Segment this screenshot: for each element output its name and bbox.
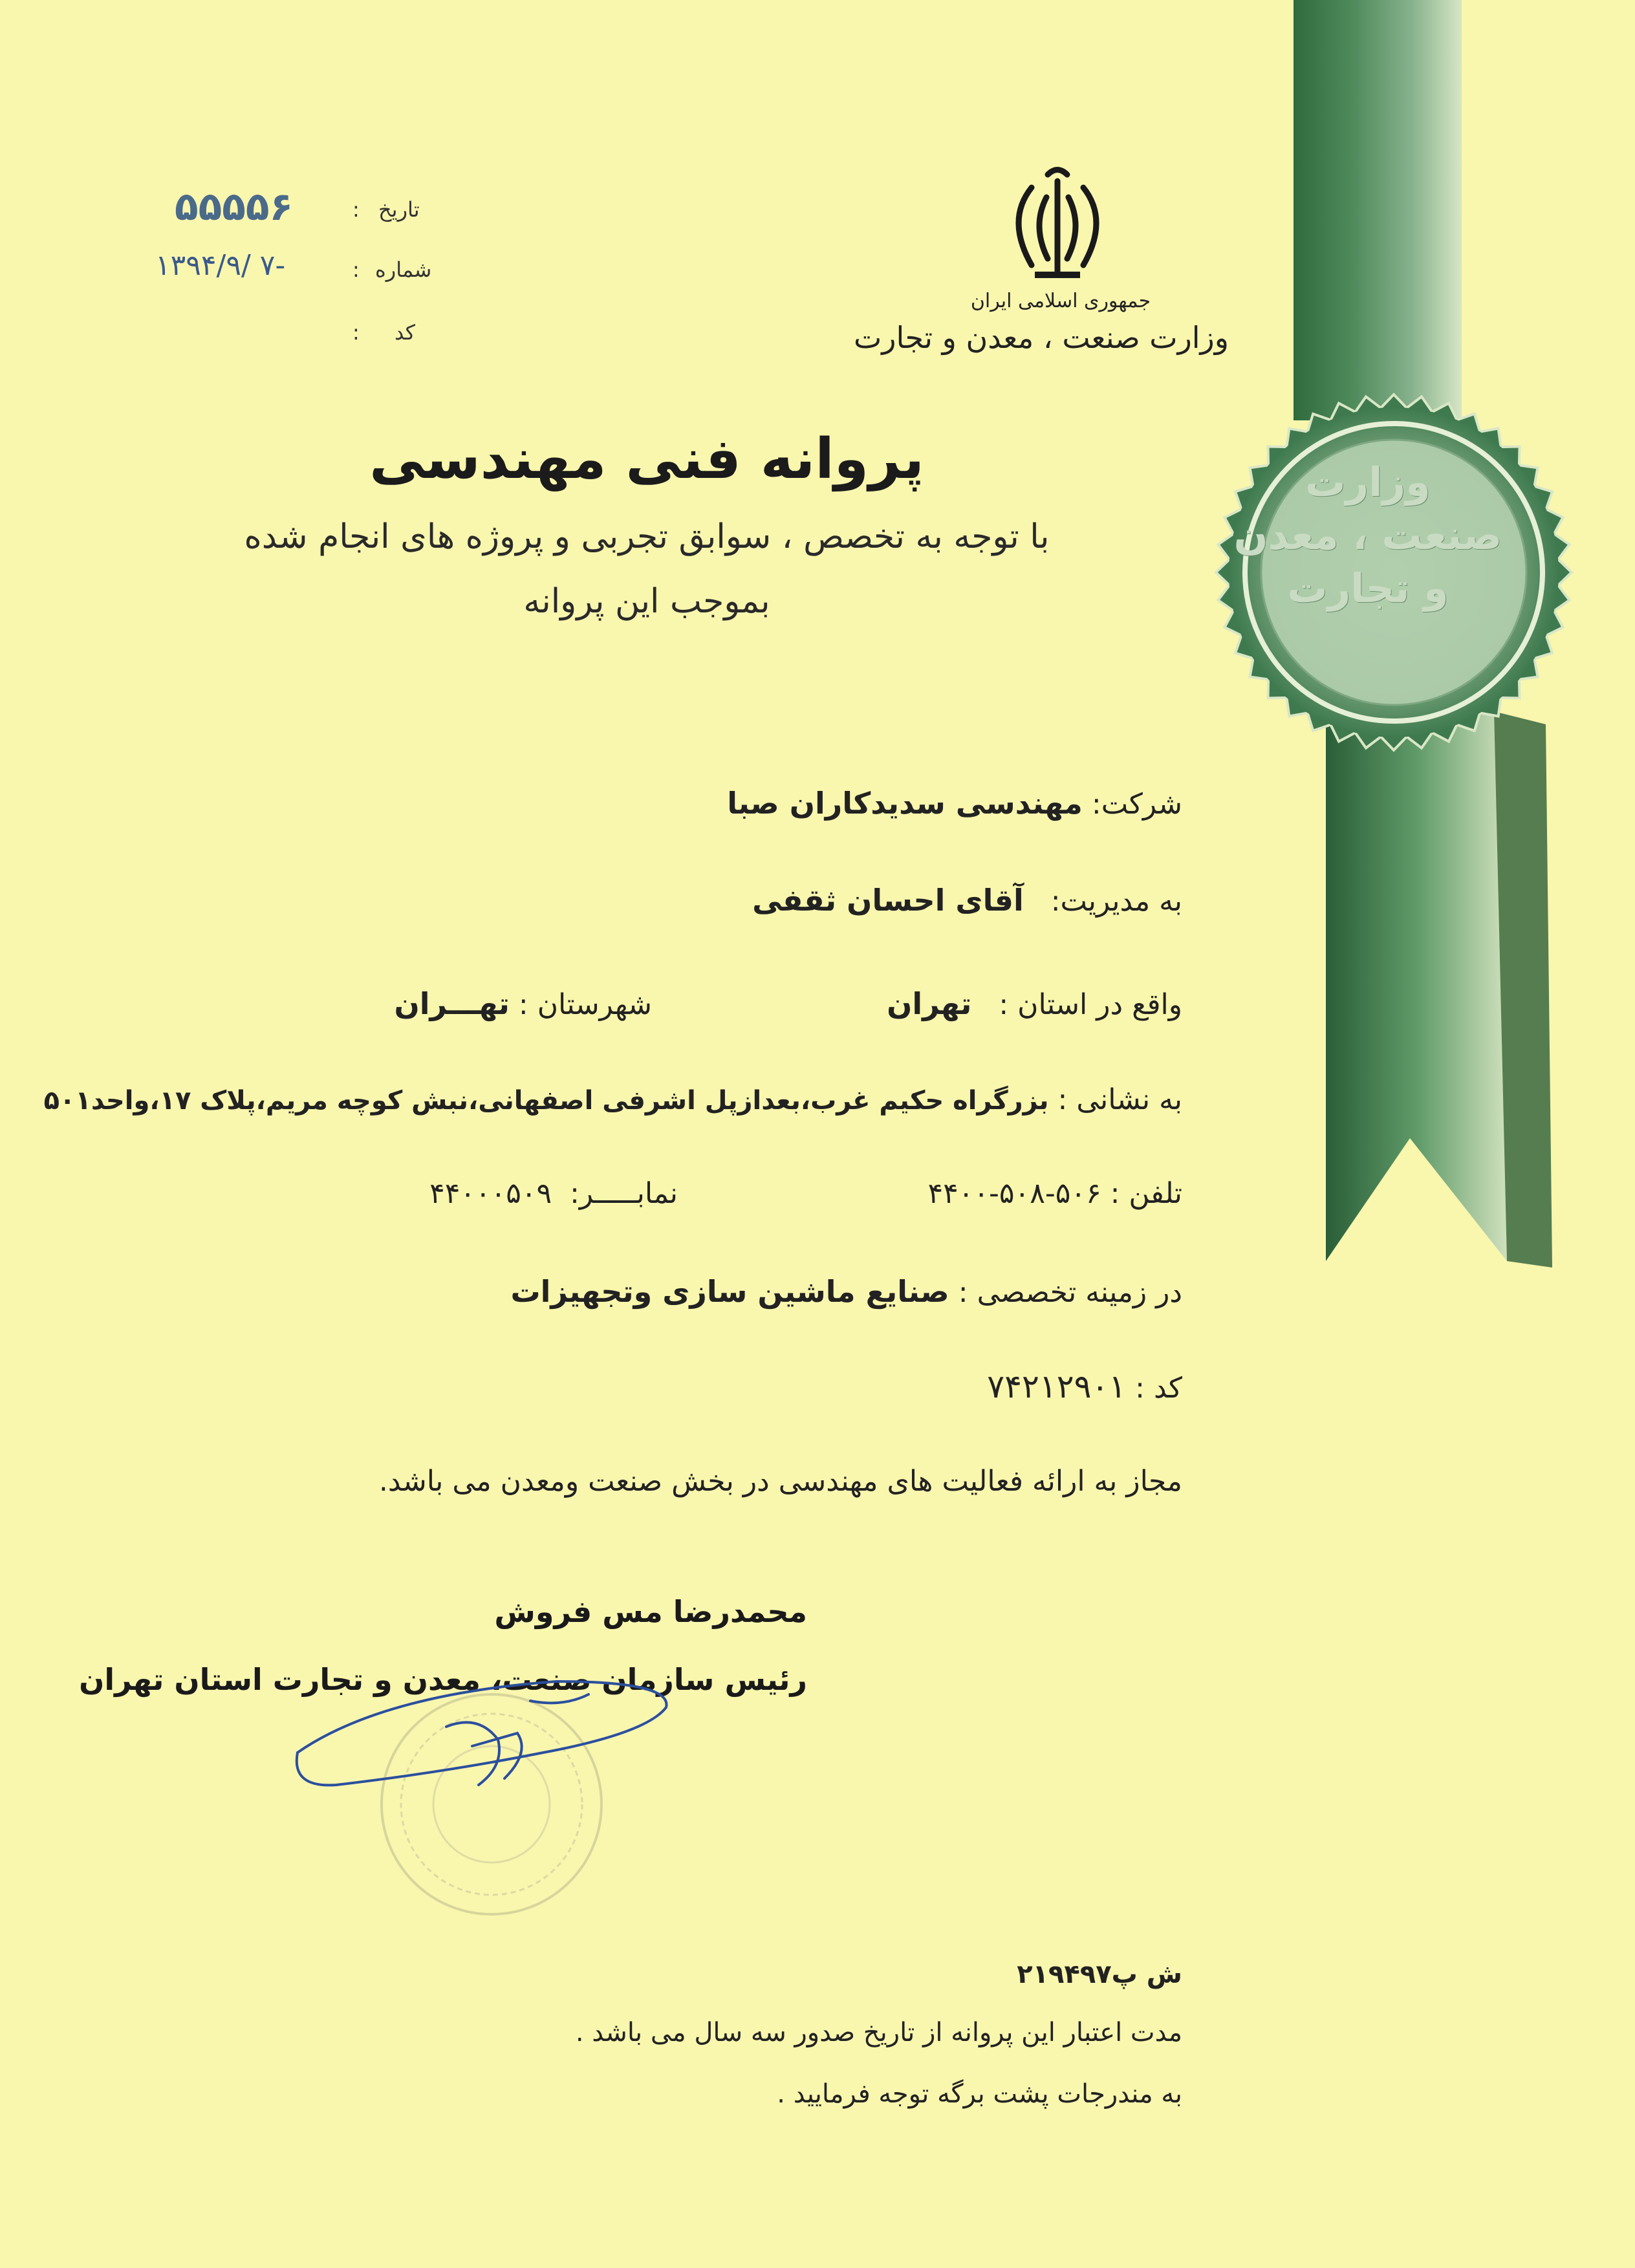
date-value: ۵۵۵۵۶ xyxy=(175,184,294,230)
specialty-label: در زمینه تخصصی : xyxy=(958,1276,1182,1309)
manager-row xyxy=(752,883,1182,918)
code-colon: : xyxy=(352,320,360,345)
phone-label: تلفن : xyxy=(1110,1177,1182,1210)
phone-value: ۵۰۶-۵۰۸-۴۴۰۰ xyxy=(927,1177,1101,1210)
handwritten-signature xyxy=(285,1656,686,1824)
specialty-value: صنایع ماشین سازی وتجهیزات xyxy=(510,1274,949,1309)
address-value: بزرگراه حکیم غرب،بعدازپل اشرفی اصفهانی،نبش کوچه مریم،پلاک ۱۷،واحد۵۰۱ xyxy=(43,1086,1049,1116)
fax-row xyxy=(429,1177,678,1210)
number-value: ۱۳۹۴/۹/ ۷- xyxy=(155,249,286,282)
date-label: تاریخ xyxy=(378,197,420,222)
fax-value: ۴۴۰۰۰۵۰۹ xyxy=(429,1177,552,1210)
company-label: شرکت: xyxy=(1091,788,1182,821)
code-label: کد : xyxy=(1135,1372,1182,1405)
seal-line-3: و تجارت xyxy=(1287,565,1449,612)
republic-name: جمهوری اسلامی ایران xyxy=(970,290,1151,312)
subtitle-2: بموجب این پروانه xyxy=(523,582,770,621)
number-label: شماره xyxy=(375,257,432,282)
code-label-header: کد xyxy=(395,320,416,345)
signatory-title: رئیس سازمان صنعت، معدن و تجارت استان تهران xyxy=(79,1662,807,1697)
manager-label: به مدیریت: xyxy=(1050,885,1182,918)
address-row xyxy=(44,1083,1182,1116)
manager-value: آقای احسان ثقفی xyxy=(752,883,1024,918)
specialty-row xyxy=(510,1274,1182,1309)
company-row xyxy=(727,786,1182,821)
seal-line-2: صنعت ، معدن xyxy=(1233,512,1502,559)
signatory-name: محمدرضا مس فروش xyxy=(494,1594,807,1629)
address-label: به نشانی : xyxy=(1057,1083,1182,1116)
green-ribbon xyxy=(1132,0,1635,1358)
page-title: پروانه فنی مهندسی xyxy=(369,427,924,491)
serial-number: ش پ۲۱۹۴۹۷ xyxy=(1017,1960,1182,1989)
iran-emblem-icon xyxy=(996,162,1119,291)
number-colon: : xyxy=(352,257,360,282)
province-row xyxy=(887,986,1182,1021)
phone-row xyxy=(928,1177,1183,1210)
authorization-text: مجاز به ارائه فعالیت های مهندسی در بخش صنعت ومعدن می باشد. xyxy=(378,1465,1182,1498)
province-label: واقع در استان : xyxy=(999,988,1182,1021)
date-colon: : xyxy=(352,197,360,222)
code-row xyxy=(987,1368,1182,1405)
ministry-name: وزارت صنعت ، معدن و تجارت xyxy=(854,320,1229,355)
subtitle-1: با توجه به تخصص ، سوابق تجربی و پروژه های انجام شده xyxy=(244,517,1050,556)
seal-text xyxy=(1232,456,1504,615)
back-note: به مندرجات پشت برگه توجه فرمایید . xyxy=(777,2079,1182,2109)
validity-text: مدت اعتبار این پروانه از تاریخ صدور سه سال می باشد . xyxy=(575,2018,1182,2047)
city-row xyxy=(394,986,652,1021)
seal-line-1: وزارت xyxy=(1305,459,1431,506)
city-label: شهرستان : xyxy=(518,988,652,1021)
province-value: تهران xyxy=(887,986,972,1021)
code-value: ۷۴۲۱۲۹۰۱ xyxy=(987,1368,1127,1405)
fax-label: نمابـــــر: xyxy=(570,1177,678,1210)
city-value: تهـــران xyxy=(394,986,510,1021)
company-value: مهندسی سدیدکاران صبا xyxy=(727,786,1083,821)
